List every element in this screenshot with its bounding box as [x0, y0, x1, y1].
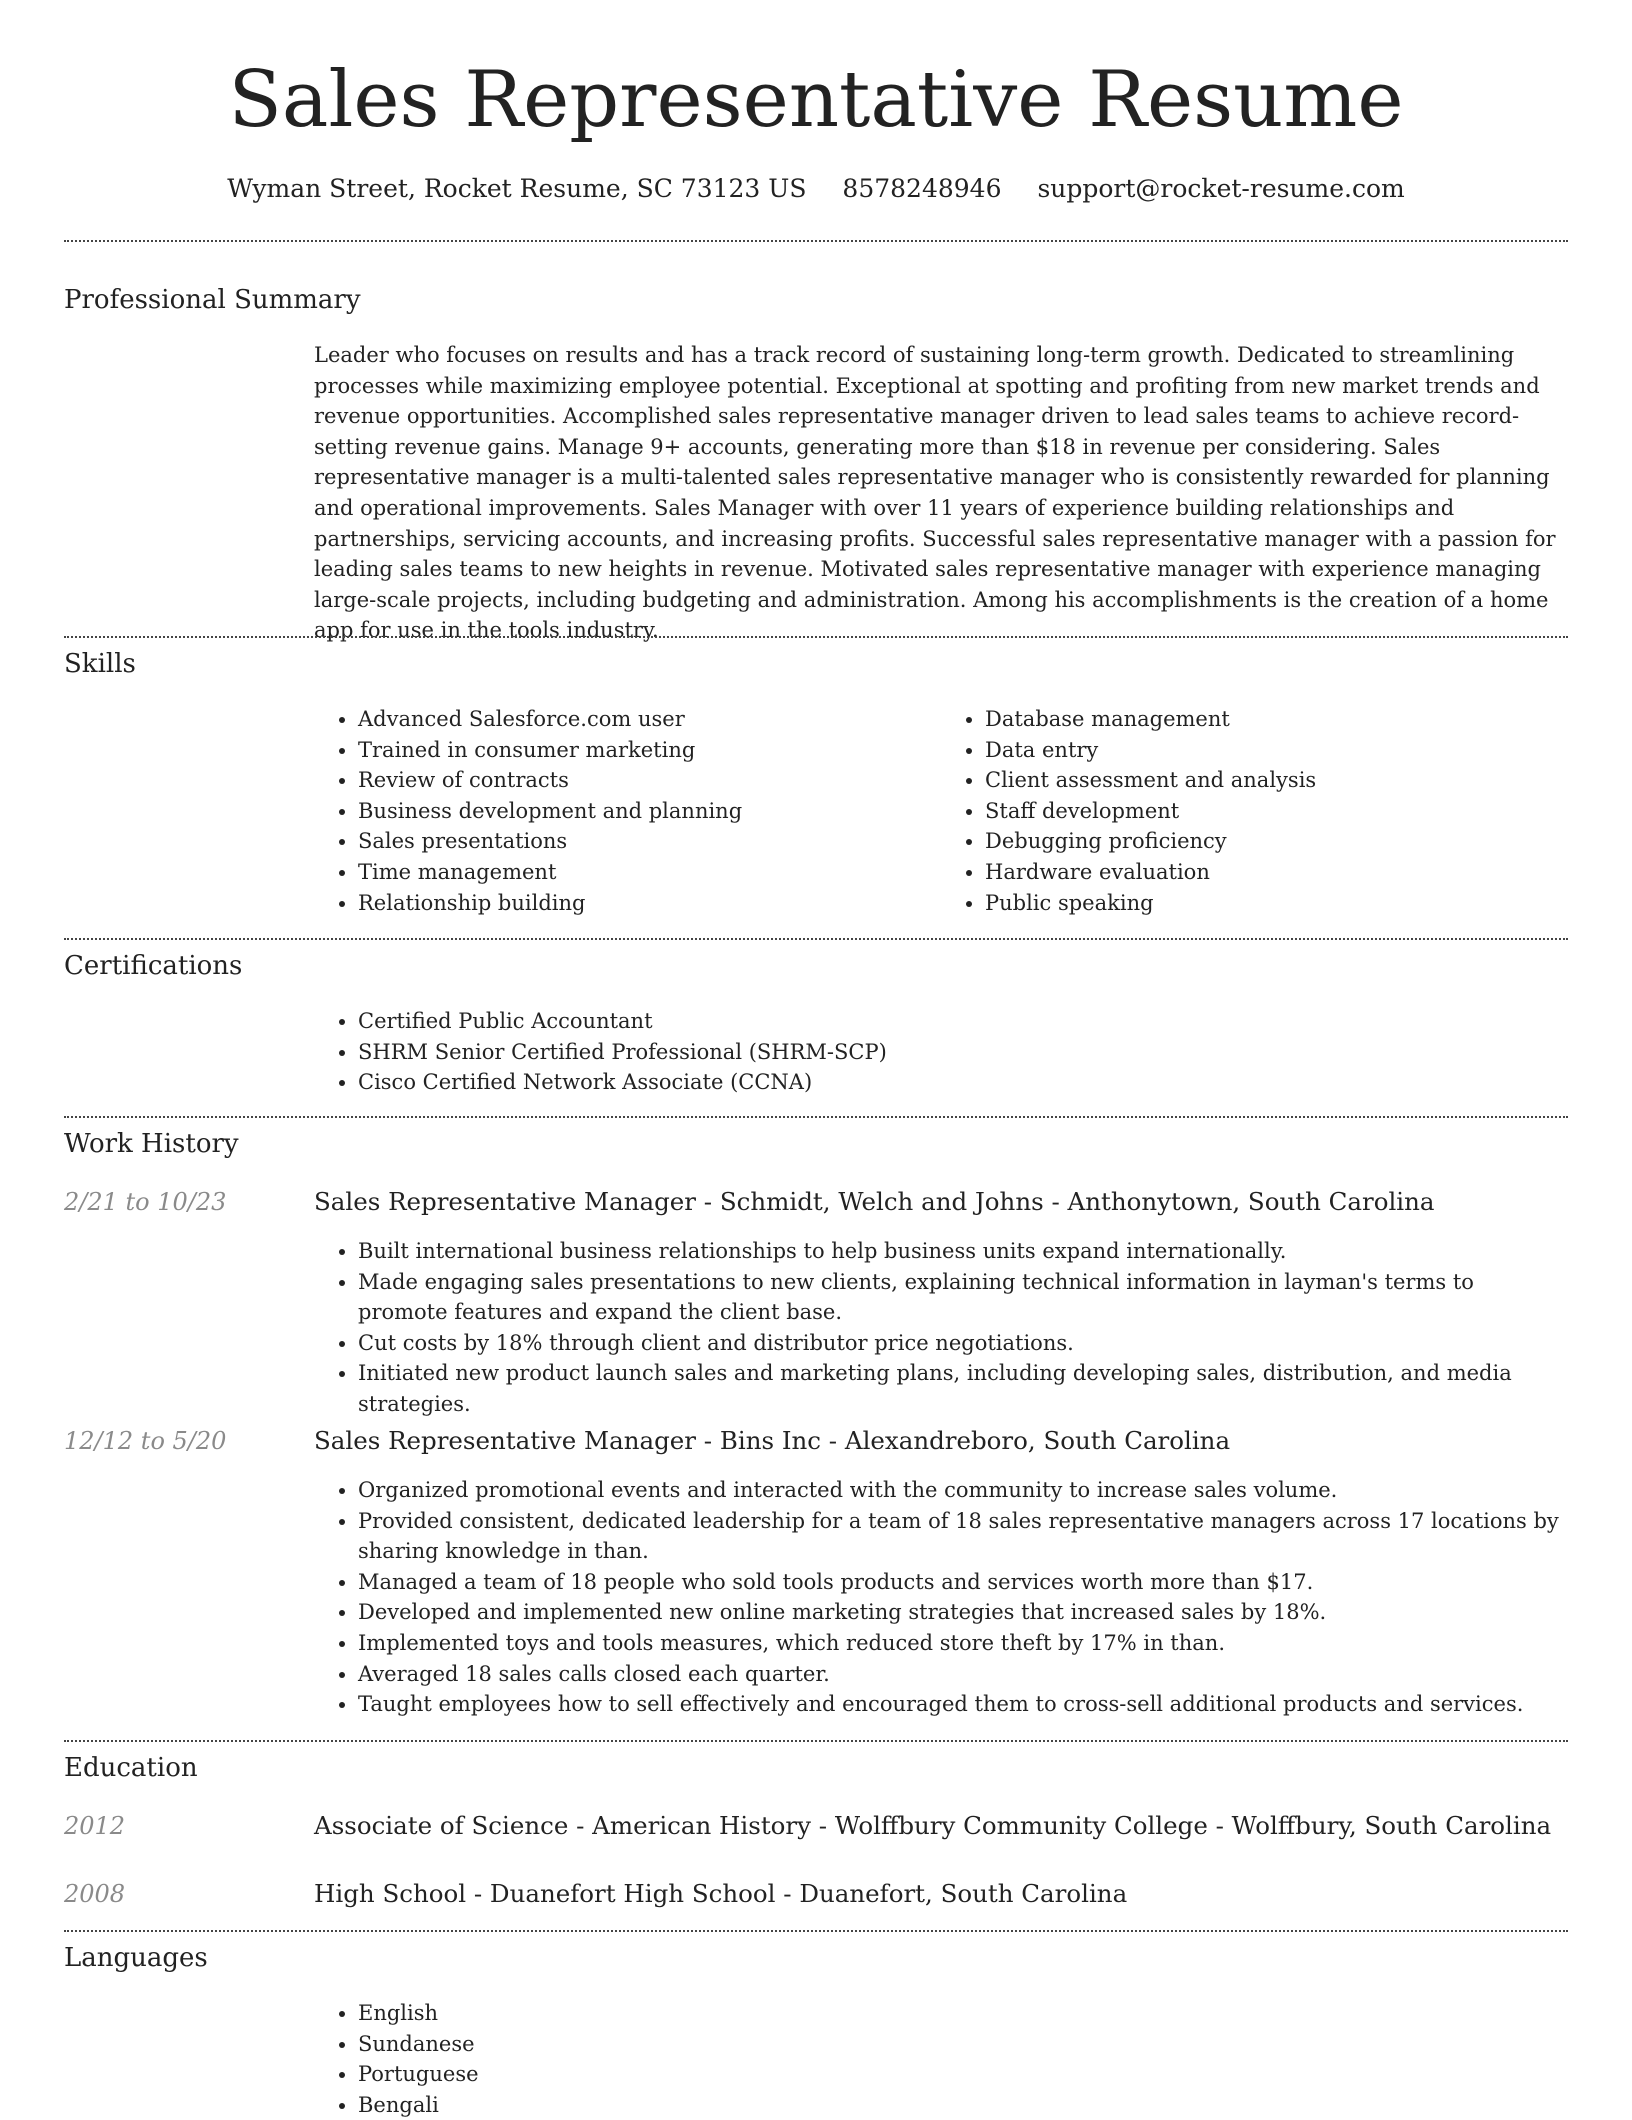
list-item: • Developed and implemented new online marketing strategies that increased sales by 18%.: [358, 1597, 1568, 1628]
list-item: • Business development and planning: [358, 796, 941, 827]
summary-section: [314, 340, 1568, 646]
job-heading: Sales Representative Manager - Schmidt, Welch and Johns - Anthonytown, South Carolina: [314, 1187, 1435, 1216]
list-item: • Bengali: [358, 2090, 1568, 2120]
list-item: • Sundanese: [358, 2029, 1568, 2060]
list-item: • English: [358, 1998, 1568, 2029]
divider: [64, 240, 1568, 242]
list-item: • Certified Public Accountant: [358, 1006, 1568, 1037]
education-heading: Education: [64, 1753, 198, 1783]
skills-column-right: [941, 704, 1568, 918]
list-item: • Debugging proficiency: [985, 826, 1568, 857]
languages-list: [314, 1998, 1568, 2120]
divider: [64, 1116, 1568, 1118]
list-item: • Data entry: [985, 735, 1568, 766]
list-item: • Initiated new product launch sales and marketing plans, including developing sales, distribution, and media strategies.: [358, 1358, 1568, 1419]
list-item: • Client assessment and analysis: [985, 765, 1568, 796]
job-bullets: [314, 1475, 1568, 1720]
list-item: • Built international business relationships to help business units expand internationally.: [358, 1236, 1568, 1267]
certifications-list: [314, 1006, 1568, 1098]
list-item: • Provided consistent, dedicated leadership for a team of 18 sales representative managers across 17 locations by sharing knowledge in than.: [358, 1506, 1568, 1567]
list-item: • Trained in consumer marketing: [358, 735, 941, 766]
address-text: Wyman Street, Rocket Resume, SC 73123 US: [227, 174, 807, 203]
list-item: • Database management: [985, 704, 1568, 735]
divider: [64, 938, 1568, 940]
list-item: • Public speaking: [985, 888, 1568, 919]
list-item: • Implemented toys and tools measures, which reduced store theft by 17% in than.: [358, 1628, 1568, 1659]
skills-heading: Skills: [64, 649, 136, 679]
education-heading-entry: Associate of Science - American History - Wolffbury Community College - Wolffbury, South Carolina: [314, 1811, 1552, 1840]
list-item: • Sales presentations: [358, 826, 941, 857]
list-item: • SHRM Senior Certified Professional (SHRM-SCP): [358, 1037, 1568, 1068]
divider: [64, 1930, 1568, 1932]
work-history-heading: Work History: [64, 1129, 239, 1159]
job-dates: 12/12 to 5/20: [64, 1427, 227, 1455]
divider: [64, 636, 1568, 638]
education-year: 2008: [64, 1880, 126, 1908]
list-item: • Organized promotional events and interacted with the community to increase sales volume.: [358, 1475, 1568, 1506]
list-item: • Time management: [358, 857, 941, 888]
education-heading-entry: High School - Duanefort High School - Duanefort, South Carolina: [314, 1879, 1128, 1908]
list-item: • Hardware evaluation: [985, 857, 1568, 888]
education-year: 2012: [64, 1812, 126, 1840]
phone-text: 8578248946: [842, 174, 1002, 203]
list-item: • Averaged 18 sales calls closed each quarter.: [358, 1659, 1568, 1690]
list-item: • Staff development: [985, 796, 1568, 827]
summary-heading: Professional Summary: [64, 285, 361, 315]
job-heading: Sales Representative Manager - Bins Inc - Alexandreboro, South Carolina: [314, 1426, 1231, 1455]
email-text: support@rocket-resume.com: [1037, 174, 1405, 203]
list-item: • Review of contracts: [358, 765, 941, 796]
job-bullets: [314, 1236, 1568, 1420]
resume-title: Sales Representative Resume: [228, 55, 1404, 145]
list-item: • Cut costs by 18% through client and distributor price negotiations.: [358, 1328, 1568, 1359]
list-item: • Advanced Salesforce.com user: [358, 704, 941, 735]
list-item: • Taught employees how to sell effectively and encouraged them to cross-sell additional products and services.: [358, 1689, 1568, 1720]
languages-heading: Languages: [64, 1943, 208, 1973]
list-item: • Portuguese: [358, 2059, 1568, 2090]
skills-column-left: [314, 704, 941, 918]
certifications-heading: Certifications: [64, 951, 243, 981]
summary-text: Leader who focuses on results and has a track record of sustaining long-term growth. Dedicated to streamlining processes while maximizing employee potential. Exceptional at spotting and profiting from new market trends and revenue opportunities. Accomplished sales representative manager driven to lead sales teams to achieve record-setting revenue gains. Manage 9+ accounts, generating more than $18 in revenue per considering. Sales representative manager is a multi-talented sales representative manager who is consistently rewarded for planning and operational improvements. Sales Manager with over 11 years of experience building relationships and partnerships, servicing accounts, and increasing profits. Successful sales representative manager with a passion for leading sales teams to new heights in revenue. Motivated sales representative manager with experience managing large-scale projects, including budgeting and administration. Among his accomplishments is the creation of a home app for use in the tools industry.: [314, 343, 1556, 643]
list-item: • Relationship building: [358, 888, 941, 919]
list-item: • Managed a team of 18 people who sold tools products and services worth more than $17.: [358, 1567, 1568, 1598]
contact-line: [0, 172, 1632, 206]
list-item: • Cisco Certified Network Associate (CCNA): [358, 1067, 1568, 1098]
divider: [64, 1740, 1568, 1742]
list-item: • Made engaging sales presentations to new clients, explaining technical information in layman's terms to promote features and expand the client base.: [358, 1267, 1568, 1328]
skills-list: [314, 704, 1568, 918]
job-dates: 2/21 to 10/23: [64, 1188, 227, 1216]
